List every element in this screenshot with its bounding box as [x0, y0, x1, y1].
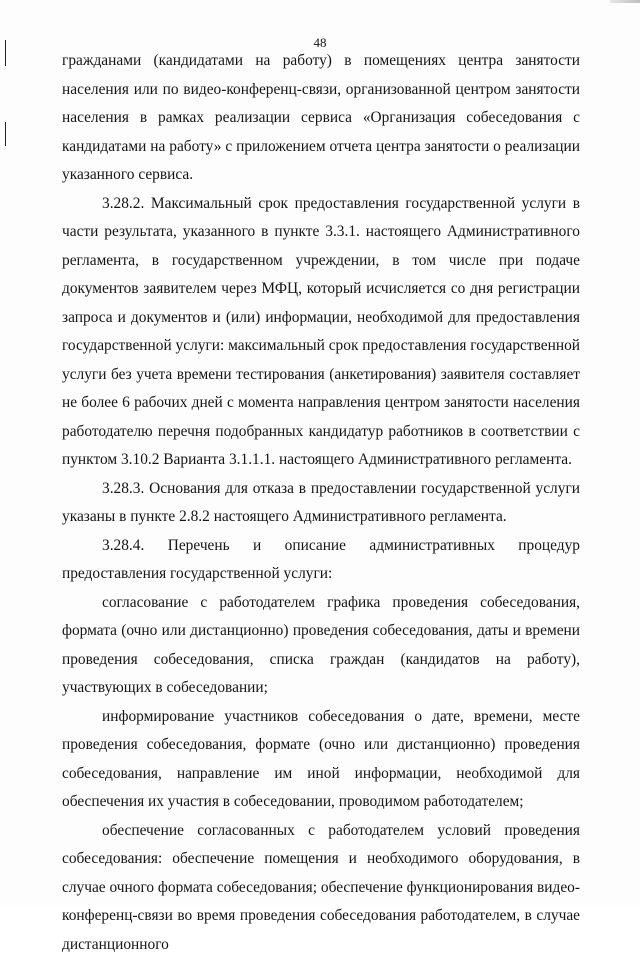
list-item-scheduling: согласование с работодателем графика проведения собеседования, формата (очно или дистанционно) проведения собеседования, даты и времени проведения собеседования, списка граждан (кандидатов на работу), участвующих в собеседовании;: [62, 589, 580, 703]
paragraph-3-28-2: 3.28.2. Максимальный срок предоставления государственной услуги в части результата, указанного в пункте 3.3.1. настоящего Административного регламента, в государственном учреждении, в том числе при подаче документов заявителем через МФЦ, который исчисляется со дня регистрации запроса и документов и (или) информации, необходимой для предоставления государственной услуги: максимальный срок предоставления государственной услуги без учета времени тестирования (анкетирования) заявителя составляет не более 6 рабочих дней с момента направления центром занятости населения работодателю перечня подобранных кандидатур работников в соответствии с пунктом 3.10.2 Варианта 3.1.1.1. настоящего Административного регламента.: [62, 190, 580, 475]
paragraph-continuation: гражданами (кандидатами на работу) в помещениях центра занятости населения или по видео-конференц-связи, организованной центром занятости населения в рамках реализации сервиса «Организация собеседования с кандидатами на работу» с приложением отчета центра занятости о реализации указанного сервиса.: [62, 47, 580, 190]
scan-corner-mark: [610, 0, 640, 3]
body-text: [62, 47, 580, 959]
margin-revision-mark: [5, 122, 6, 146]
paragraph-3-28-3: 3.28.3. Основания для отказа в предоставлении государственной услуги указаны в пункте 2.8.2 настоящего Административного регламента.: [62, 475, 580, 532]
paragraph-3-28-4: 3.28.4. Перечень и описание административных процедур предоставления государственной услуги:: [62, 532, 580, 589]
page-number: 48: [0, 35, 640, 51]
list-item-conditions: обеспечение согласованных с работодателем условий проведения собеседования: обеспечение помещения и необходимого оборудования, в случае очного формата собеседования; обеспечение функционирования видео-конференц-связи во время проведения собеседования работодателем, в случае дистанционного: [62, 817, 580, 959]
list-item-informing: информирование участников собеседования о дате, времени, месте проведения собеседования, формате (очно или дистанционно) проведения собеседования, направление им иной информации, необходимой для обеспечения их участия в собеседовании, проводимом работодателем;: [62, 703, 580, 817]
